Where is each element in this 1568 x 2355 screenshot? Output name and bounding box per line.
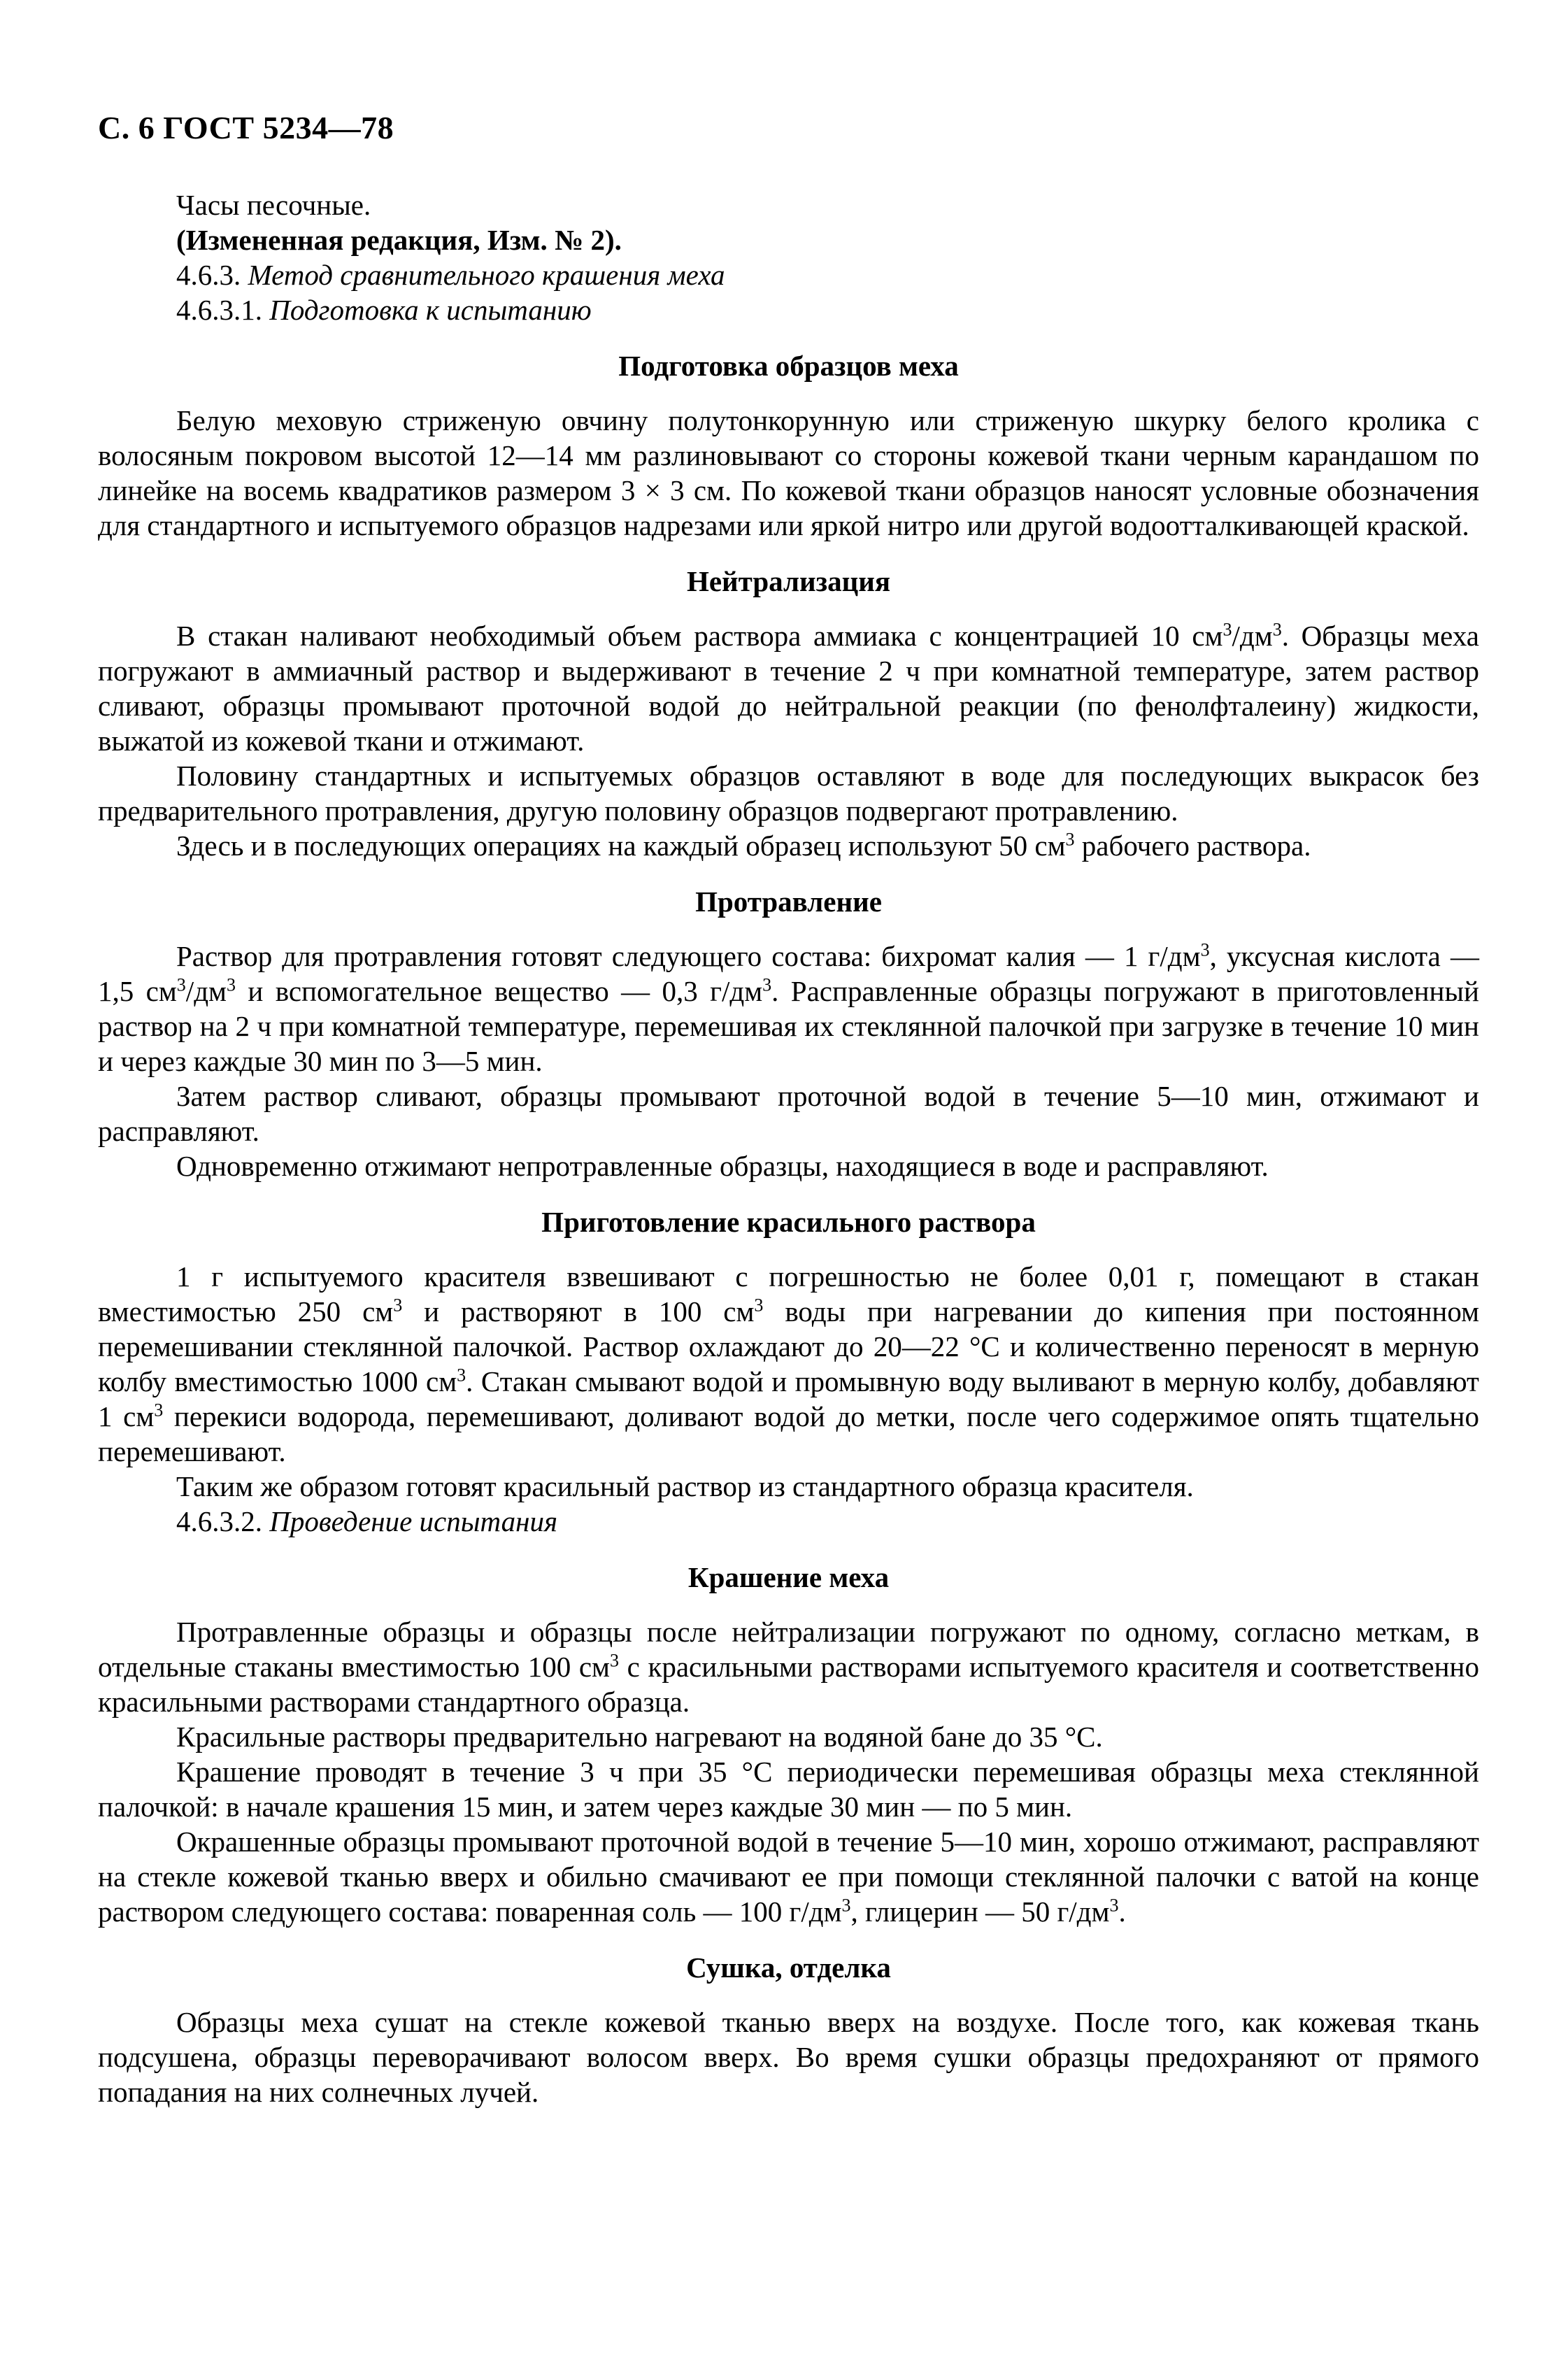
text-run: /дм — [1232, 620, 1273, 652]
section-heading-dyeing: Крашение меха — [687, 1561, 890, 1593]
text-run: рабочего раствора. — [1074, 830, 1311, 862]
text-run: перекиси водорода, перемешивают, доливают водой до метки, после чего содержимое опять тщательно перемешивают. — [98, 1400, 1479, 1467]
superscript: 3 — [176, 974, 186, 995]
section-heading-mordant: Протравление — [695, 885, 882, 918]
document-body — [98, 187, 1479, 2109]
paragraph: Затем раствор сливают, образцы промывают проточной водой в течение 5—10 мин, отжимают и расправляют. — [98, 1080, 1479, 1147]
clause-number: 4.6.3.2. — [176, 1505, 262, 1537]
superscript: 3 — [1065, 829, 1075, 850]
paragraph: Крашение проводят в течение 3 ч при 35 °С периодически перемешивая образцы меха стеклянной палочкой: в начале крашения 15 мин, и затем через каждые 30 мин — по 5 мин. — [98, 1756, 1479, 1823]
paragraph: Таким же образом готовят красильный раствор из стандартного образца красителя. — [176, 1470, 1194, 1502]
superscript: 3 — [227, 974, 236, 995]
text-run: . Стакан смывают водой и промывную воду выливают в мерную колбу, добавляют 1 см — [98, 1365, 1479, 1432]
text-run: Окрашенные образцы промывают проточной водой в течение 5—10 мин, хорошо отжимают, расправляют на стекле кожевой тканью вверх и обильно смачивают ее при помощи стеклянной палочки с ватой на конце раствором следующего состава: поваренная соль — 100 г/дм — [98, 1826, 1479, 1928]
superscript: 3 — [154, 1400, 164, 1421]
superscript: 3 — [609, 1650, 619, 1671]
text-run: Раствор для протравления готовят следующего состава: бихромат калия — 1 г/дм — [176, 940, 1201, 972]
superscript: 3 — [762, 974, 772, 995]
paragraph — [98, 1614, 1479, 1719]
text-run: /дм — [185, 975, 227, 1007]
text-run: Здесь и в последующих операциях на каждый образец используют 50 см — [176, 830, 1066, 862]
paragraph — [98, 939, 1479, 1079]
clause-number: 4.6.3. — [176, 259, 241, 291]
paragraph — [98, 1824, 1479, 1929]
clause-title: Подготовка к испытанию — [269, 294, 592, 326]
section-heading-neutral: Нейтрализация — [686, 565, 891, 597]
text-run: . — [1118, 1895, 1126, 1928]
paragraph — [98, 828, 1479, 863]
text-run: воды при нагревании до кипения при постоянном перемешивании стеклянной палочкой. Раствор охлаждают до 20—22 °С и количественно переносят в мерную колбу вместимостью 1000 см — [98, 1295, 1480, 1397]
superscript: 3 — [754, 1295, 764, 1316]
text-run: с красильными растворами испытуемого красителя и соответственно красильными растворами стандартного образца. — [98, 1651, 1479, 1718]
text-run: 1 г испытуемого красителя взвешивают с погрешностью не более 0,01 г, помещают в стакан вместимостью 250 см — [98, 1260, 1479, 1328]
text-run: . Расправленные образцы погружают в приготовленный раствор на 2 ч при комнатной температуре, перемешивая их стеклянной палочкой при загрузке в течение 10 мин и через каждые 30 мин по 3—5 мин. — [98, 975, 1479, 1077]
text-run: , глицерин — 50 г/дм — [850, 1895, 1110, 1928]
superscript: 3 — [1272, 619, 1282, 640]
superscript: 3 — [1109, 1895, 1119, 1916]
section-heading-dry: Сушка, отделка — [686, 1951, 891, 1984]
superscript: 3 — [841, 1895, 851, 1916]
paragraph: Образцы меха сушат на стекле кожевой тканью вверх на воздухе. После того, как кожевая ткань подсушена, образцы переворачивают волосом вверх. Во время сушки образцы предохраняют от прямого попадания на них солнечных лучей. — [98, 2006, 1479, 2108]
page-header: С. 6 ГОСТ 5234—78 — [98, 110, 394, 145]
text-run: и вспомогательное вещество — 0,3 г/дм — [236, 975, 763, 1007]
paragraph: Половину стандартных и испытуемых образцов оставляют в воде для последующих выкрасок без предварительного протравления, другую половину образцов подвергают протравлению. — [98, 760, 1479, 827]
intro-line-2: (Измененная редакция, Изм. № 2). — [176, 224, 622, 256]
text-run: В стакан наливают необходимый объем раствора аммиака с концентрацией 10 см — [176, 620, 1223, 652]
text-run: и растворяют в 100 см — [402, 1295, 755, 1328]
superscript: 3 — [1223, 619, 1232, 640]
section-heading-dye: Приготовление красильного раствора — [541, 1206, 1036, 1238]
text-run: Протравленные образцы и образцы после нейтрализации погружают по одному, согласно меткам, в отдельные стаканы вместимостью 100 см — [98, 1616, 1479, 1683]
superscript: 3 — [393, 1295, 403, 1316]
clause-title: Метод сравнительного крашения меха — [248, 259, 725, 291]
intro-line-4 — [98, 292, 1479, 327]
clause-line — [98, 1504, 1479, 1539]
text-run: . Образцы меха погружают в аммиачный раствор и выдерживают в течение 2 ч при комнатной температуре, затем раствор сливают, образцы промывают проточной водой до нейтральной реакции (по фенолфталеину) жидкости, выжатой из кожевой ткани и отжимают. — [98, 620, 1479, 757]
paragraph: Белую меховую стриженую овчину полутонкорунную или стриженую шкурку белого кролика с волосяным покровом высотой 12—14 мм разлиновывают со стороны кожевой ткани черным карандашом по линейке на восемь квадратиков размером 3 × 3 см. По кожевой ткани образцов наносят условные обозначения для стандартного и испытуемого образцов надрезами или яркой нитро или другой водоотталкивающей краской. — [98, 404, 1479, 541]
intro-line-3 — [98, 257, 1479, 292]
paragraph: Красильные растворы предварительно нагревают на водяной бане до 35 °С. — [176, 1721, 1103, 1753]
paragraph — [98, 1259, 1479, 1469]
superscript: 3 — [457, 1365, 466, 1386]
text-run: , уксусная кислота — 1,5 см — [98, 940, 1479, 1007]
intro-line-1: Часы песочные. — [176, 189, 371, 221]
paragraph: Одновременно отжимают непротравленные образцы, находящиеся в воде и расправляют. — [176, 1150, 1269, 1182]
clause-title: Проведение испытания — [269, 1505, 558, 1537]
clause-number: 4.6.3.1. — [176, 294, 262, 326]
paragraph — [98, 618, 1479, 758]
superscript: 3 — [1200, 939, 1210, 960]
section-heading-prep: Подготовка образцов меха — [618, 350, 959, 382]
